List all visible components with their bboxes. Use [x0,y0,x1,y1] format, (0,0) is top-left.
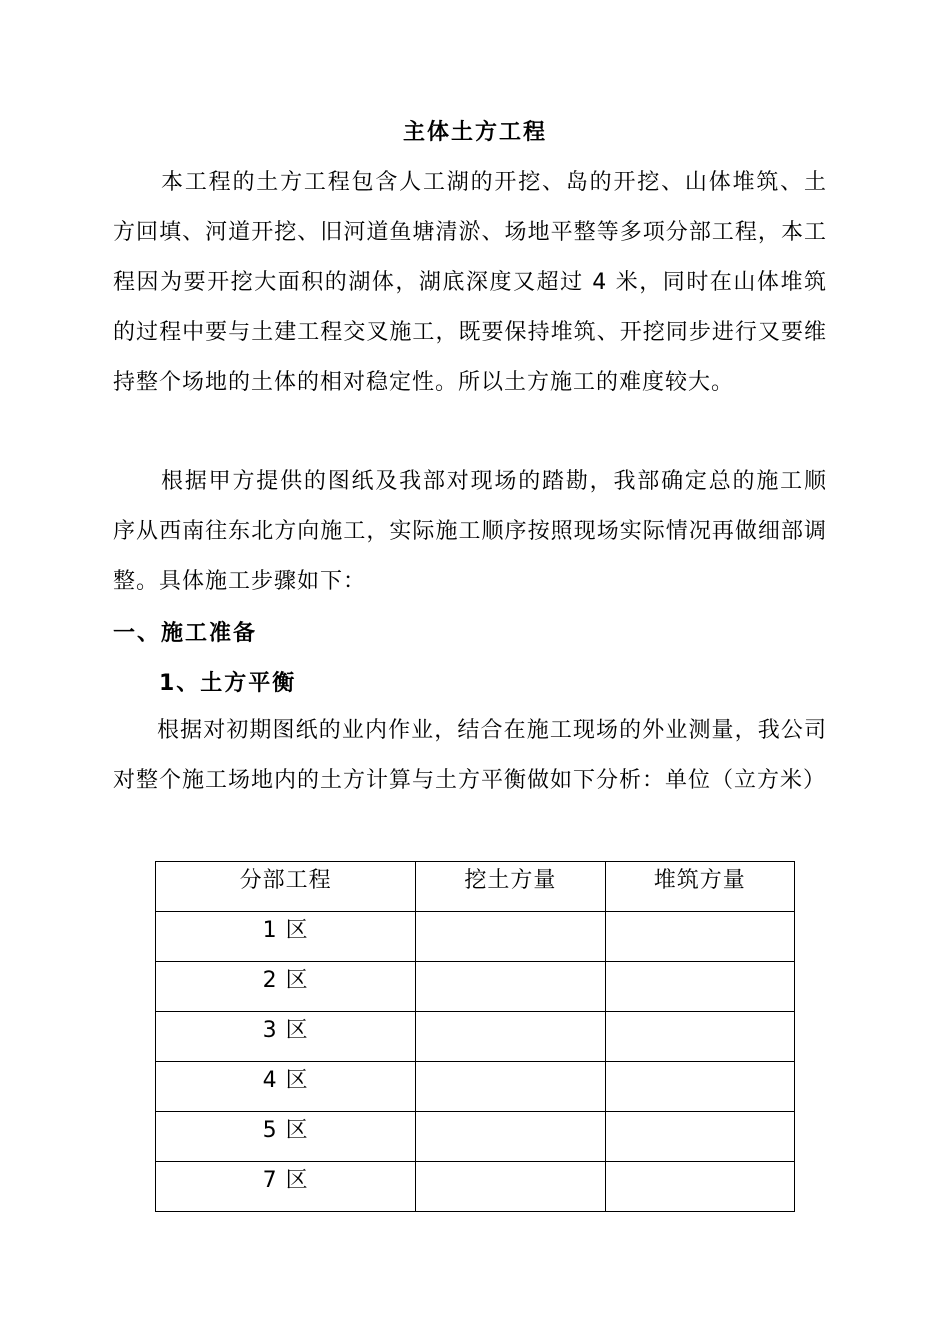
table-cell [605,1012,794,1062]
table-cell [416,1062,605,1112]
table-header-cell: 挖土方量 [416,862,605,912]
table-row [156,1012,795,1062]
table-cell [605,962,794,1012]
table-cell: 3 区 [156,1012,416,1062]
balance-paragraph: 根据对初期图纸的业内作业，结合在施工现场的外业测量，我公司对整个施工场地内的土方计算与土方平衡做如下分析：单位（立方米） [113,718,827,793]
table-cell: 7 区 [156,1162,416,1212]
table-cell [605,1162,794,1212]
table-cell [416,912,605,962]
table-cell: 1 区 [156,912,416,962]
table-row [156,1062,795,1112]
table-cell [416,1012,605,1062]
table-cell: 2 区 [156,962,416,1012]
table-header-cell: 分部工程 [156,862,416,912]
table-header-row [156,862,795,912]
table-cell: 5 区 [156,1112,416,1162]
table-row [156,1112,795,1162]
table-cell [605,1062,794,1112]
page-title: 主体土方工程 [402,120,547,145]
table-row [156,962,795,1012]
table-cell [416,1162,605,1212]
earthwork-table [155,861,795,1212]
table-row [156,1162,795,1212]
table-cell [605,1112,794,1162]
sequence-paragraph: 根据甲方提供的图纸及我部对现场的踏勘，我部确定总的施工顺序从西南往东北方向施工，实际施工顺序按照现场实际情况再做细部调整。具体施工步骤如下： [113,469,827,594]
section-heading: 一、施工准备 [113,621,258,646]
table-cell [416,1112,605,1162]
table-cell: 4 区 [156,1062,416,1112]
intro-paragraph: 本工程的土方工程包含人工湖的开挖、岛的开挖、山体堆筑、土方回填、河道开挖、旧河道鱼塘清淤、场地平整等多项分部工程，本工程因为要开挖大面积的湖体，湖底深度又超过 4 米，同时在山体堆筑的过程中要与土建工程交叉施工，既要保持堆筑、开挖同步进行又要维持整个场地的土体的相对稳定性。所以土方施工的难度较大。 [113,170,827,395]
table-cell [416,962,605,1012]
table-cell [605,912,794,962]
table-row [156,912,795,962]
table-header-cell: 堆筑方量 [605,862,794,912]
subsection-heading: 1、土方平衡 [159,671,297,696]
